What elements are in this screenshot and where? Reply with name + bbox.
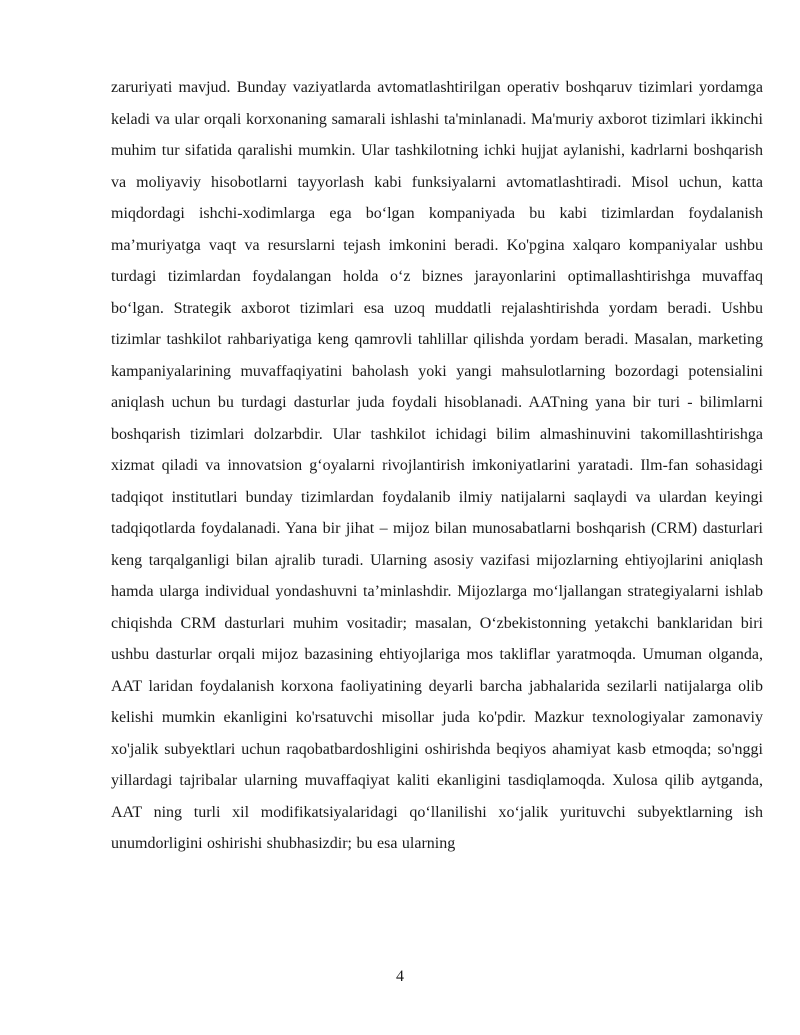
- body-paragraph: zaruriyati mavjud. Bunday vaziyatlarda avtomatlashtirilgan operativ boshqaruv tizimlari yordamga keladi va ular orqali korxonaning samarali ishlashi ta'minlanadi. Ma'muriy axborot tizimlari ikkinchi muhim tur sifatida qaralishi mumkin. Ular tashkilotning ichki hujjat aylanishi, kadrlarni boshqarish va moliyaviy hisobotlarni tayyorlash kabi funksiyalarni avtomatlashtiradi. Misol uchun, katta miqdordagi ishchi-xodimlarga ega bo‘lgan kompaniyada bu kabi tizimlardan foydalanish ma’muriyatga vaqt va resurslarni tejash imkonini beradi. Ko'pgina xalqaro kompaniyalar ushbu turdagi tizimlardan foydalangan holda o‘z biznes jarayonlarini optimallashtirishga muvaffaq bo‘lgan. Strategik axborot tizimlari esa uzoq muddatli rejalashtirishda yordam beradi. Ushbu tizimlar tashkilot rahbariyatiga keng qamrovli tahlillar qilishda yordam beradi. Masalan, marketing kampaniyalarining muvaffaqiyatini baholash yoki yangi mahsulotlarning bozordagi potensialini aniqlash uchun bu turdagi dasturlar juda foydali hisoblanadi. AATning yana bir turi - bilimlarni boshqarish tizimlari dolzarbdir. Ular tashkilot ichidagi bilim almashinuvini takomillashtirishga xizmat qiladi va innovatsion g‘oyalarni rivojlantirish imkoniyatlarini yaratadi. Ilm-fan sohasidagi tadqiqot institutlari bunday tizimlardan foydalanib ilmiy natijalarni saqlaydi va ulardan keyingi tadqiqotlarda foydalanadi. Yana bir jihat – mijoz bilan munosabatlarni boshqarish (CRM) dasturlari keng tarqalganligi bilan ajralib turadi. Ularning asosiy vazifasi mijozlarning ehtiyojlarini aniqlash hamda ularga individual yondashuvni ta’minlashdir. Mijozlarga mo‘ljallangan strategiyalarni ishlab chiqishda CRM dasturlari muhim vositadir; masalan, O‘zbekistonning yetakchi banklaridan biri ushbu dasturlar orqali mijoz bazasining ehtiyojlariga mos takliflar yaratmoqda. Umuman olganda, AAT laridan foydalanish korxona faoliyatining deyarli barcha jabhalarida sezilarli natijalarga olib kelishi mumkin ekanligini ko'rsatuvchi misollar juda ko'pdir. Mazkur texnologiyalar zamonaviy xo'jalik subyektlari uchun raqobatbardoshligini oshirishda beqiyos ahamiyat kasb etmoqda; so'nggi yillardagi tajribalar ularning muvaffaqiyat kaliti ekanligini tasdiqlamoqda. Xulosa qilib aytganda, AAT ning turli xil modifikatsiyalaridagi qo‘llanilishi xo‘jalik yurituvchi subyektlarning ish unumdorligini oshirishi shubhasizdir; bu esa ularning: [111, 79, 763, 852]
- page-number: 4: [396, 968, 404, 985]
